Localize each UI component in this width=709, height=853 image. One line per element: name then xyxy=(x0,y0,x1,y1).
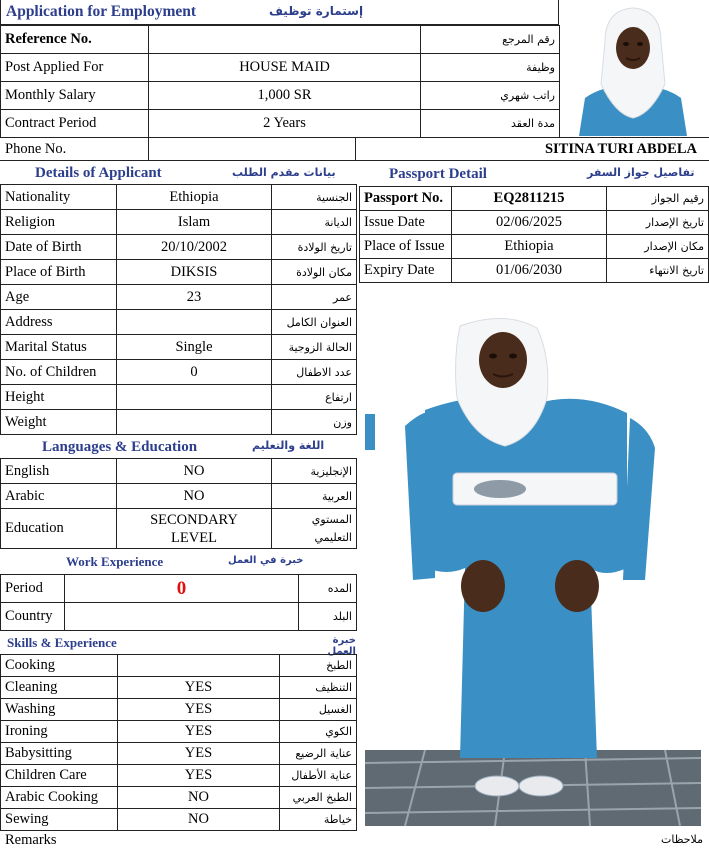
address-value xyxy=(117,310,272,335)
marital-value: Single xyxy=(117,335,272,360)
form-title-en: Application for Employment xyxy=(6,3,197,20)
reference-value xyxy=(149,26,421,54)
header-bar xyxy=(0,0,559,25)
weight-value xyxy=(117,410,272,435)
table-row xyxy=(1,335,357,360)
skills-heading xyxy=(0,630,356,657)
nationality-label: Nationality xyxy=(1,185,117,210)
salary-value: 1,000 SR xyxy=(149,82,421,110)
table-row xyxy=(1,809,357,831)
children-value: 0 xyxy=(117,360,272,385)
religion-value: Islam xyxy=(117,210,272,235)
passport-no-value: EQ2811215 xyxy=(452,187,607,211)
address-label: Address xyxy=(1,310,117,335)
period-value: 0 xyxy=(65,575,299,603)
post-label-ar: وظيفة xyxy=(421,54,560,82)
applicant-full-body-photo xyxy=(365,318,701,826)
children-care-label-ar: عناية الأطفال xyxy=(280,765,357,787)
education-label-ar xyxy=(272,509,357,549)
languages-table xyxy=(0,458,357,549)
passport-title-en: Passport Detail xyxy=(389,166,487,182)
table-row xyxy=(1,26,560,54)
dob-label-ar: تاريخ الولادة xyxy=(272,235,357,260)
weight-label-ar: وزن xyxy=(272,410,357,435)
work-title-en: Work Experience xyxy=(66,554,164,569)
children-care-value: YES xyxy=(118,765,280,787)
form-title-ar: إستمارة توظيف xyxy=(269,4,364,18)
cleaning-value: YES xyxy=(118,677,280,699)
country-label: Country xyxy=(1,603,65,631)
languages-heading xyxy=(0,434,356,458)
details-title-en: Details of Applicant xyxy=(35,165,162,181)
table-row xyxy=(1,765,357,787)
table-row xyxy=(1,655,357,677)
table-row xyxy=(360,211,709,235)
english-label: English xyxy=(1,459,117,484)
details-table xyxy=(0,184,357,435)
sewing-label-ar: خياطة xyxy=(280,809,357,831)
reference-label-ar: رقم المرجع xyxy=(421,26,560,54)
washing-label-ar: الغسيل xyxy=(280,699,357,721)
expiry-date-label-ar: تاريخ الانتهاء xyxy=(607,259,709,283)
contract-label: Contract Period xyxy=(1,110,149,138)
arabic-value: NO xyxy=(117,484,272,509)
children-label: No. of Children xyxy=(1,360,117,385)
sewing-value: NO xyxy=(118,809,280,831)
height-value xyxy=(117,385,272,410)
table-row xyxy=(1,721,357,743)
table-row xyxy=(1,699,357,721)
languages-title-en: Languages & Education xyxy=(42,439,198,455)
marital-label: Marital Status xyxy=(1,335,117,360)
education-label: Education xyxy=(1,509,117,549)
dob-value: 20/10/2002 xyxy=(117,235,272,260)
contract-label-ar: مدة العقد xyxy=(421,110,560,138)
table-row xyxy=(1,677,357,699)
religion-label: Religion xyxy=(1,210,117,235)
table-row xyxy=(1,54,560,82)
children-care-label: Children Care xyxy=(1,765,118,787)
arabic-label-ar: العربية xyxy=(272,484,357,509)
contract-value: 2 Years xyxy=(149,110,421,138)
skills-title-ar: خبرة العمل xyxy=(327,635,356,657)
arabic-cooking-label-ar: الطبخ العربي xyxy=(280,787,357,809)
salary-label-ar: راتب شهري xyxy=(421,82,560,110)
cooking-value xyxy=(118,655,280,677)
divider xyxy=(148,138,149,161)
table-row xyxy=(1,743,357,765)
post-label: Post Applied For xyxy=(1,54,149,82)
babysitting-label: Babysitting xyxy=(1,743,118,765)
country-label-ar: البلد xyxy=(299,603,357,631)
table-row xyxy=(360,259,709,283)
place-of-issue-value: Ethiopia xyxy=(452,235,607,259)
table-row xyxy=(1,575,357,603)
period-label: Period xyxy=(1,575,65,603)
pob-label-ar: مكان الولادة xyxy=(272,260,357,285)
cleaning-label: Cleaning xyxy=(1,677,118,699)
place-of-issue-label: Place of Issue xyxy=(360,235,452,259)
divider xyxy=(355,138,356,161)
height-label: Height xyxy=(1,385,117,410)
passport-no-label: Passport No. xyxy=(360,187,452,211)
languages-title-ar: اللغة والتعليم xyxy=(252,439,325,452)
table-row xyxy=(1,484,357,509)
skills-table xyxy=(0,654,357,831)
english-label-ar: الإنجليزية xyxy=(272,459,357,484)
nationality-label-ar: الجنسية xyxy=(272,185,357,210)
remarks-label: Remarks xyxy=(5,832,57,848)
arabic-cooking-value: NO xyxy=(118,787,280,809)
table-row xyxy=(1,385,357,410)
passport-heading xyxy=(357,162,709,184)
passport-no-label-ar: رقيم الجواز xyxy=(607,187,709,211)
cleaning-label-ar: التنظيف xyxy=(280,677,357,699)
table-row xyxy=(360,187,709,211)
table-row xyxy=(1,603,357,631)
education-value-line2: LEVEL xyxy=(171,529,217,546)
issue-date-value: 02/06/2025 xyxy=(452,211,607,235)
top-info-table xyxy=(0,25,560,138)
table-row xyxy=(1,185,357,210)
religion-label-ar: الديانة xyxy=(272,210,357,235)
washing-label: Washing xyxy=(1,699,118,721)
washing-value: YES xyxy=(118,699,280,721)
cooking-label-ar: الطبخ xyxy=(280,655,357,677)
country-value xyxy=(65,603,299,631)
table-row xyxy=(360,235,709,259)
work-heading xyxy=(0,550,356,574)
marital-label-ar: الحالة الزوجية xyxy=(272,335,357,360)
table-row xyxy=(1,310,357,335)
age-value: 23 xyxy=(117,285,272,310)
salary-label: Monthly Salary xyxy=(1,82,149,110)
expiry-date-label: Expiry Date xyxy=(360,259,452,283)
sewing-label: Sewing xyxy=(1,809,118,831)
passport-title-ar: تفاصيل جواز السفر xyxy=(587,166,695,179)
nationality-value: Ethiopia xyxy=(117,185,272,210)
babysitting-label-ar: عناية الرضيع xyxy=(280,743,357,765)
expiry-date-value: 01/06/2030 xyxy=(452,259,607,283)
issue-date-label-ar: تاريخ الإصدار xyxy=(607,211,709,235)
skills-title-en: Skills & Experience xyxy=(7,635,117,650)
table-row xyxy=(1,459,357,484)
remarks-row xyxy=(0,830,709,853)
ironing-value: YES xyxy=(118,721,280,743)
reference-label: Reference No. xyxy=(1,26,149,54)
phone-row xyxy=(0,137,709,161)
age-label: Age xyxy=(1,285,117,310)
dob-label: Date of Birth xyxy=(1,235,117,260)
place-of-issue-label-ar: مكان الإصدار xyxy=(607,235,709,259)
phone-label: Phone No. xyxy=(5,141,67,157)
remarks-label-ar: ملاحظات xyxy=(661,833,703,846)
details-title-ar: بيانات مقدم الطلب xyxy=(232,166,336,179)
education-ar-line2: التعليمي xyxy=(314,530,352,544)
table-row xyxy=(1,210,357,235)
post-value: HOUSE MAID xyxy=(149,54,421,82)
table-row xyxy=(1,285,357,310)
weight-label: Weight xyxy=(1,410,117,435)
details-heading xyxy=(0,162,356,184)
pob-label: Place of Birth xyxy=(1,260,117,285)
table-row xyxy=(1,110,560,138)
english-value: NO xyxy=(117,459,272,484)
table-row xyxy=(1,410,357,435)
table-row xyxy=(1,787,357,809)
ironing-label: Ironing xyxy=(1,721,118,743)
pob-value: DIKSIS xyxy=(117,260,272,285)
work-title-ar: خبرة في العمل xyxy=(228,555,304,566)
children-label-ar: عدد الاطفال xyxy=(272,360,357,385)
arabic-label: Arabic xyxy=(1,484,117,509)
cooking-label: Cooking xyxy=(1,655,118,677)
arabic-cooking-label: Arabic Cooking xyxy=(1,787,118,809)
address-label-ar: العنوان الكامل xyxy=(272,310,357,335)
babysitting-value: YES xyxy=(118,743,280,765)
table-row xyxy=(1,235,357,260)
table-row xyxy=(1,360,357,385)
applicant-name: SITINA TURI ABDELA xyxy=(544,141,697,157)
ironing-label-ar: الكوي xyxy=(280,721,357,743)
education-value xyxy=(117,509,272,549)
age-label-ar: عمر xyxy=(272,285,357,310)
table-row xyxy=(1,509,357,549)
work-table xyxy=(0,574,357,631)
passport-table xyxy=(359,186,709,283)
applicant-portrait-photo xyxy=(571,2,695,136)
education-value-line1: SECONDARY xyxy=(150,511,238,528)
education-ar-line1: المستوي xyxy=(311,512,352,526)
table-row xyxy=(1,82,560,110)
height-label-ar: ارتفاع xyxy=(272,385,357,410)
period-label-ar: المده xyxy=(299,575,357,603)
table-row xyxy=(1,260,357,285)
issue-date-label: Issue Date xyxy=(360,211,452,235)
